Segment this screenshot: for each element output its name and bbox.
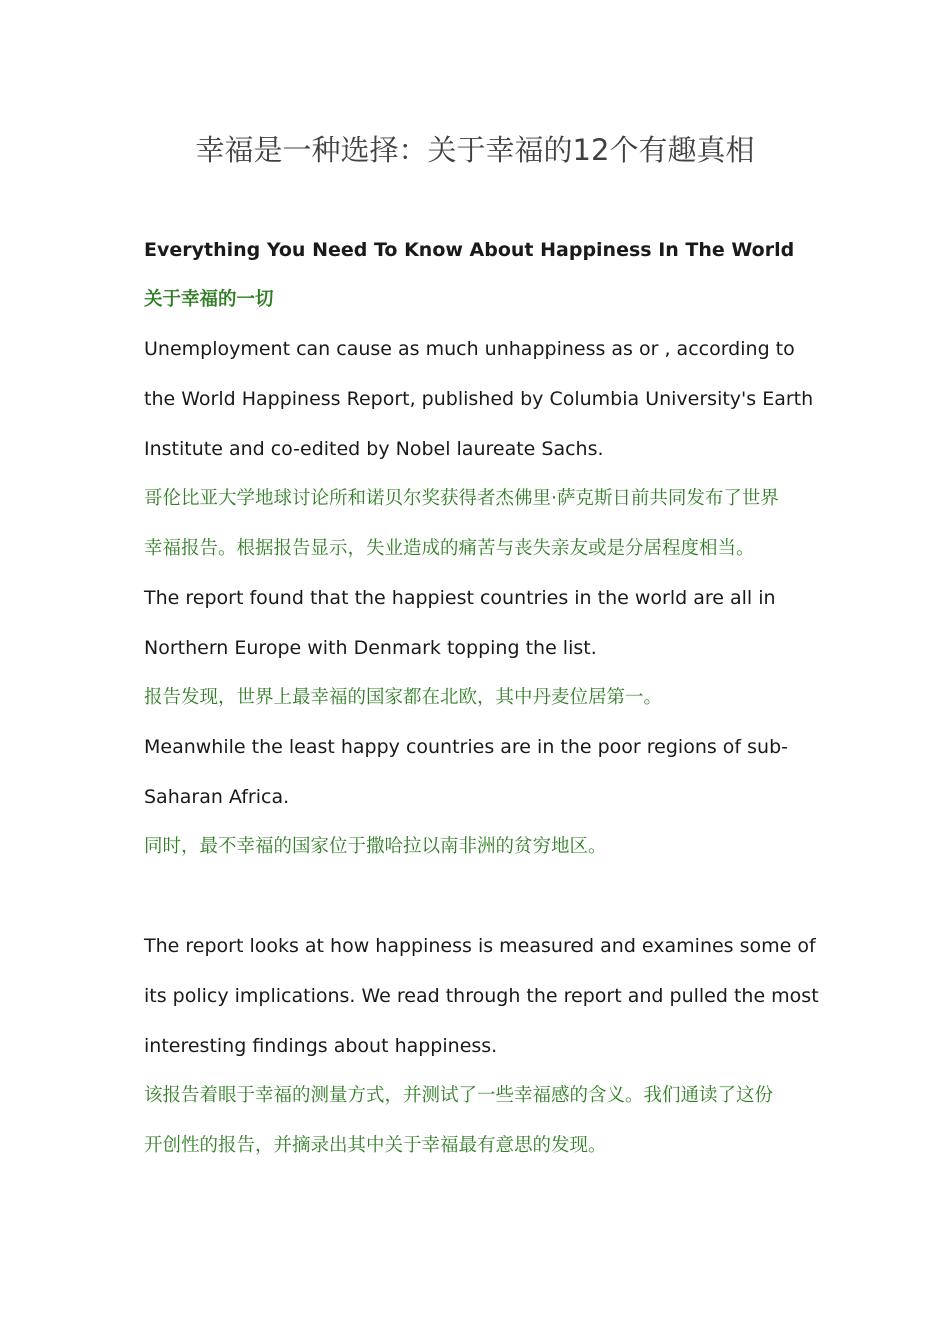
paragraph-chinese-line: 哥伦比亚大学地球讨论所和诺贝尔奖获得者杰佛里·萨克斯日前共同发布了世界 (144, 488, 779, 509)
paragraph-english-line: Saharan Africa. (144, 786, 290, 808)
paragraph-chinese-line: 开创性的报告，并摘录出其中关于幸福最有意思的发现。 (144, 1135, 607, 1156)
document-title: 幸福是一种选择：关于幸福的12个有趣真相 (195, 133, 755, 167)
paragraph-english-line: Unemployment can cause as much unhappiness as or , according to (144, 338, 795, 360)
paragraph-chinese-line: 该报告着眼于幸福的测量方式，并测试了一些幸福感的含义。我们通读了这份 (144, 1085, 774, 1106)
paragraph-english-line: Institute and co-edited by Nobel laureate Sachs. (144, 438, 604, 460)
section-heading-chinese: 关于幸福的一切 (144, 289, 274, 310)
paragraph-english-line: Northern Europe with Denmark topping the list. (144, 637, 597, 659)
paragraph-chinese-line: 同时，最不幸福的国家位于撒哈拉以南非洲的贫穷地区。 (144, 836, 607, 857)
paragraph-english-line: interesting findings about happiness. (144, 1035, 498, 1057)
paragraph-english-line: The report found that the happiest countries in the world are all in (144, 587, 776, 609)
paragraph-english-line: the World Happiness Report, published by Columbia University's Earth (144, 388, 814, 410)
paragraph-english-line: Meanwhile the least happy countries are in the poor regions of sub- (144, 736, 789, 758)
paragraph-chinese-line: 报告发现，世界上最幸福的国家都在北欧，其中丹麦位居第一。 (144, 687, 663, 708)
paragraph-english-line: The report looks at how happiness is measured and examines some of (144, 935, 816, 957)
section-heading-english: Everything You Need To Know About Happiness In The World (144, 239, 795, 261)
paragraph-chinese-line: 幸福报告。根据报告显示，失业造成的痛苦与丧失亲友或是分居程度相当。 (144, 538, 755, 559)
paragraph-english-line: its policy implications. We read through the report and pulled the most (144, 985, 819, 1007)
